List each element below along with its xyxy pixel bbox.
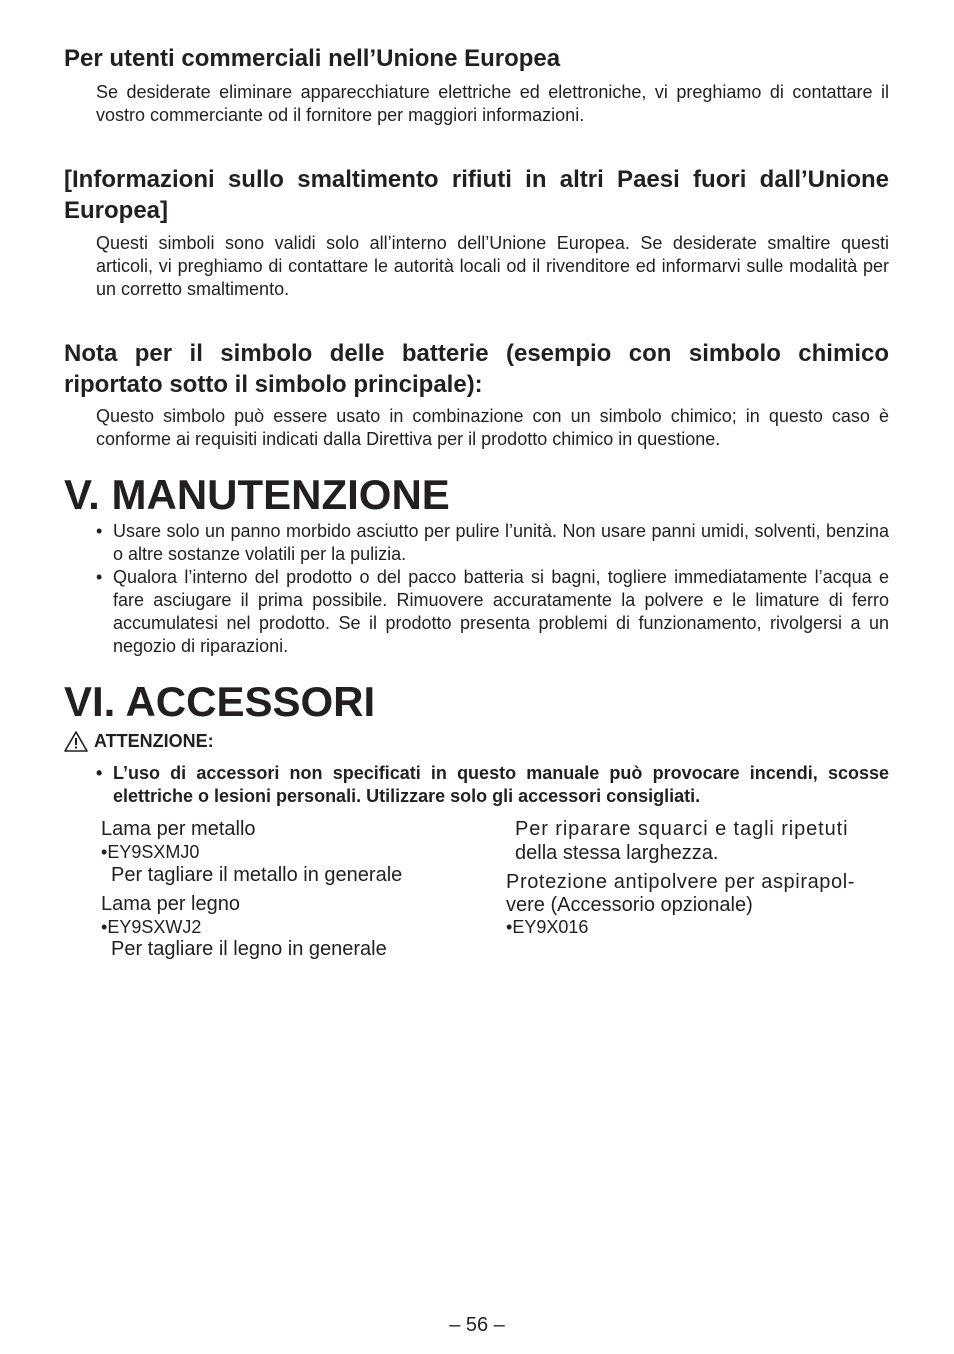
non-eu-text: Questi simboli sono validi solo all’interno dell’Unione Europea. Se desiderate smaltire questi articoli, vi preghiamo di contattare le autorità locali od il rivenditore ed informarvi sulle modalità per un corretto smaltimento. (96, 233, 889, 299)
warning-bullet (96, 762, 889, 808)
metal-blade-code: EY9SXMJ0 (107, 842, 200, 862)
bullet-icon: • (101, 917, 108, 937)
maintenance-bullet-2: Qualora l’interno del prodotto o del pacco batteria si bagni, togliere immediatamente l’acqua e fare asciugare il prima possibile. Rimuovere accuratamente la polvere e le limature di ferro accumulatesi nel prodotto. Se il prodotto presenta problemi di funzionamento, rivolgersi a un negozio di riparazioni. (113, 567, 889, 656)
metal-blade-code-row (101, 841, 199, 863)
wood-blade-desc: Per tagliare il legno in generale (111, 938, 387, 960)
metal-blade-name: Lama per metallo (101, 818, 256, 840)
bullet-icon: • (96, 521, 103, 541)
eu-commercial-heading: Per utenti commerciali nell’Unione Europea (64, 45, 561, 72)
non-eu-heading: [Informazioni sullo smaltimento rifiuti in altri Paesi fuori dall’Unione Europea] (64, 166, 889, 224)
wood-blade-code: EY9SXWJ2 (107, 917, 202, 937)
dust-guard-code: EY9X016 (512, 917, 589, 937)
maintenance-title: V. MANUTENZIONE (64, 471, 450, 518)
bullet-icon: • (506, 917, 513, 937)
warning-triangle-icon (64, 731, 88, 752)
dust-guard-line-1: Protezione antipolvere per aspirapol- (506, 871, 856, 893)
battery-note-heading: Nota per il simbolo delle batterie (esempio con simbolo chimico riportato sotto il simbolo principale): (64, 340, 889, 398)
repair-line-2: della stessa larghezza. (515, 842, 719, 864)
list-item (96, 520, 889, 566)
maintenance-bullet-1: Usare solo un panno morbido asciutto per pulire l’unità. Non usare panni umidi, solventi, benzina o altre sostanze volatili per la pulizia. (113, 521, 889, 564)
warning-heading (64, 730, 214, 753)
bullet-icon: • (101, 842, 108, 862)
warning-text: L’uso di accessori non specificati in questo manuale può provocare incendi, scosse elettriche o lesioni personali. Utilizzare solo gli accessori consigliati. (113, 763, 889, 806)
maintenance-list (96, 520, 889, 658)
eu-commercial-text: Se desiderate eliminare apparecchiature elettriche ed elettroniche, vi preghiamo di contattare il vostro commerciante od il fornitore per maggiori informazioni. (96, 82, 889, 125)
warning-label: ATTENZIONE: (94, 731, 214, 751)
page-number: – 56 – (449, 1314, 505, 1336)
dust-guard-code-row (506, 916, 588, 938)
repair-line-1: Per riparare squarci e tagli ripetuti (515, 818, 849, 840)
list-item (96, 566, 889, 658)
wood-blade-name: Lama per legno (101, 893, 240, 915)
bullet-icon: • (96, 763, 103, 783)
wood-blade-code-row (101, 916, 201, 938)
dust-guard-line-2: vere (Accessorio opzionale) (506, 894, 753, 916)
metal-blade-desc: Per tagliare il metallo in generale (111, 864, 403, 886)
bullet-icon: • (96, 567, 103, 587)
battery-note-text: Questo simbolo può essere usato in combinazione con un simbolo chimico; in questo caso è conforme ai requisiti indicati dalla Direttiva per il prodotto chimico in questione. (96, 406, 889, 449)
accessories-title: VI. ACCESSORI (64, 678, 376, 725)
